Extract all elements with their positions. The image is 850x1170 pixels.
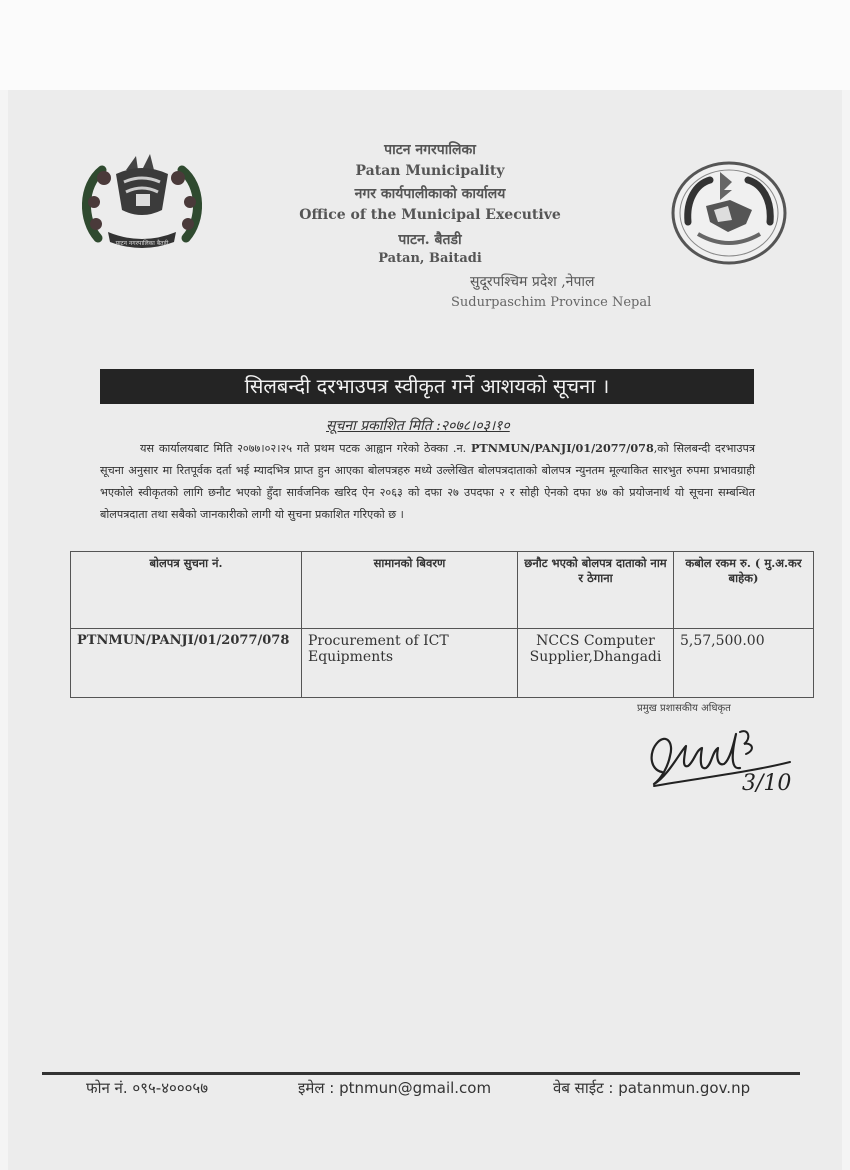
nepal-map-emblem-icon — [670, 160, 788, 266]
notice-title-banner: सिलबन्दी दरभाउपत्र स्वीकृत गर्ने आशयको सूचना । — [100, 369, 754, 404]
footer-divider — [42, 1072, 800, 1075]
publish-date: सूचना प्रकाशित मिति :२०७८।०३।१० — [326, 418, 510, 434]
footer-phone: फोन नं. ०९५-४०००५७ — [86, 1079, 209, 1097]
svg-text:पाटन नगरपालिका बैतडी: पाटन नगरपालिका बैतडी — [115, 240, 169, 247]
bid-selection-table — [70, 551, 814, 698]
government-emblem-icon — [78, 150, 206, 252]
body-text-main: ,को सिलबन्दी दरभाउपत्र सूचना अनुसार मा रितपूर्वक दर्ता भई म्यादभित्र प्राप्त हुन आएका बोलपत्रहरु मध्ये उल्लेखित बोलपत्रदाताको बोलपत्र न्युनतम मूल्याकित सारभुत रुपमा प्रभावग्राही भएकोले स्वीकृतको लागि छनौट भएको हुँदा सार्वजनिक खरिद ऐन २०६३ को दफा २७ उपदफा २ र सोही ऐनको दफा ४७ को प्रयोजनार्थ यो सूचना सम्बन्धित बोलपत्रदाता तथा सबैको जानकारीको लागी यो सुचना प्रकाशित गरिएको छ । — [100, 442, 755, 521]
province-english: Sudurpaschim Province Nepal — [451, 295, 652, 310]
signature-icon — [640, 712, 800, 794]
table-header-row — [71, 552, 814, 629]
office-name-english: Office of the Municipal Executive — [299, 207, 561, 223]
tender-reference: PTNMUN/PANJI/01/2077/078 — [470, 441, 654, 455]
cell-notice-number: PTNMUN/PANJI/01/2077/078 — [71, 629, 302, 698]
province-nepali: सुदूरपश्चिम प्रदेश ,नेपाल — [470, 274, 595, 290]
officer-title: प्रमुख प्रशासकीय अधिकृत — [637, 703, 731, 714]
body-text-intro: यस कार्यालयबाट मिति २०७७।०२।२५ गते प्रथम पटक आह्वान गरेको ठेक्का .न. — [140, 442, 471, 455]
header-bid-amount: कबोल रकम रु. ( मु.अ.कर बाहेक) — [674, 552, 814, 629]
header-item-description: सामानको बिवरण — [302, 552, 518, 629]
cell-item-description: Procurement of ICT Equipments — [302, 629, 518, 698]
header-notice-number: बोलपत्र सुचना नं. — [71, 552, 302, 629]
footer-website[interactable]: वेब साईट : patanmun.gov.np — [553, 1079, 751, 1097]
office-name-nepali: नगर कार्यपालीकाको कार्यालय — [354, 186, 506, 202]
cell-amount: 5,57,500.00 — [674, 629, 814, 698]
cell-bidder: NCCS Computer Supplier,Dhangadi — [518, 629, 674, 698]
location-english: Patan, Baitadi — [378, 251, 482, 266]
footer-email[interactable]: इमेल : ptnmun@gmail.com — [298, 1079, 492, 1097]
location-nepali: पाटन. बैतडी — [398, 232, 462, 248]
municipality-name-english: Patan Municipality — [355, 163, 505, 179]
municipality-name-nepali: पाटन नगरपालिका — [384, 142, 476, 158]
scan-background — [0, 0, 850, 90]
svg-text:3/10: 3/10 — [742, 771, 792, 794]
notice-body — [100, 437, 755, 526]
header-bidder-name-address: छनौट भएको बोलपत्र दाताको नाम र ठेगाना — [518, 552, 674, 629]
table-row — [71, 629, 814, 698]
